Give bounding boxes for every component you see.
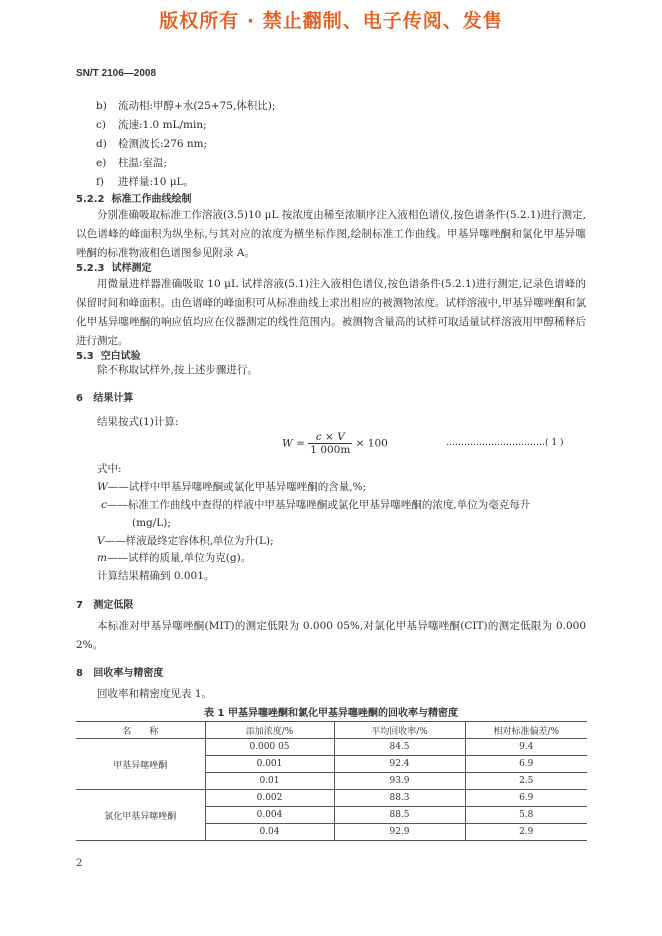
definition-item bbox=[97, 549, 251, 568]
formula-lhs: W bbox=[282, 437, 293, 450]
formula-equals: = bbox=[296, 437, 305, 450]
standard-number: SN/T 2106—2008 bbox=[76, 68, 157, 79]
definition-symbol: W bbox=[97, 481, 108, 493]
definition-symbol: V bbox=[97, 535, 105, 547]
section-number: 7 bbox=[76, 600, 83, 611]
watermark-banner: 版权所有 · 禁止翻制、电子传阅、发售 bbox=[159, 10, 503, 32]
section-title: 空白试验 bbox=[100, 351, 141, 362]
table-cell: 2.5 bbox=[465, 773, 587, 790]
paragraph-5-2-3: 用微量进样器准确吸取 10 μL 试样溶液(5.1)注入液相色谱仪,按色谱条件(5.2.1)进行测定,记录色谱峰的保留时间和峰面积。由色谱峰的峰面积可从标准曲线上求出相应的被测物浓度。试样溶液中,甲基异噻唑酮和氯化甲基异噻唑酮的响应值均应在仪器测定的线性范围内。被测物含量高的试样可取适量试样溶液用甲醇稀释后进行测定。 bbox=[76, 278, 586, 347]
definition-text: ——试样的质量,单位为克(g)。 bbox=[106, 552, 252, 564]
table-cell: 5.8 bbox=[465, 807, 587, 824]
header-rsd: 相对标准偏差/% bbox=[465, 722, 587, 739]
definition-text: ——标准工作曲线中查得的样液中甲基异噻唑酮或氯化甲基异噻唑酮的浓度,单位为毫克每升 bbox=[106, 499, 531, 511]
precision-note: 计算结果精确到 0.001。 bbox=[97, 570, 215, 582]
table-row bbox=[76, 739, 587, 756]
table-cell: 0.001 bbox=[205, 756, 334, 773]
condition-item bbox=[96, 154, 167, 173]
section-heading-7 bbox=[76, 596, 133, 611]
definition-text: ——样液最终定容体积,单位为升(L); bbox=[104, 535, 274, 547]
table-cell: 88.3 bbox=[334, 790, 465, 807]
formula-multiplier: × 100 bbox=[355, 437, 388, 450]
recovery-precision-table bbox=[76, 721, 587, 841]
section-heading-5-2-2 bbox=[76, 190, 191, 205]
condition-item bbox=[96, 116, 207, 135]
table-cell: 0.000 05 bbox=[205, 739, 334, 756]
table-cell: 92.9 bbox=[334, 824, 465, 841]
section-number: 5.2.2 bbox=[76, 194, 105, 205]
section-number: 5.2.3 bbox=[76, 263, 105, 274]
table-cell: 0.01 bbox=[205, 773, 334, 790]
section-title: 回收率与精密度 bbox=[93, 668, 164, 679]
compound-name-cell: 氯化甲基异噻唑酮 bbox=[76, 790, 205, 841]
table-cell: 0.04 bbox=[205, 824, 334, 841]
page-number: 2 bbox=[76, 858, 83, 869]
section-number: 5.3 bbox=[76, 351, 94, 362]
condition-label: f) bbox=[96, 176, 104, 188]
compound-name-cell: 甲基异噻唑酮 bbox=[76, 739, 205, 790]
table-cell: 6.9 bbox=[465, 790, 587, 807]
section-title: 结果计算 bbox=[93, 393, 134, 404]
table-cell: 2.9 bbox=[465, 824, 587, 841]
table-cell: 84.5 bbox=[334, 739, 465, 756]
where-label: 式中: bbox=[97, 463, 122, 475]
paragraph-7: 本标准对甲基异噻唑酮(MIT)的测定低限为 0.000 05%,对氯化甲基异噻唑酮(CIT)的测定低限为 0.000 2%。 bbox=[76, 620, 586, 651]
formula-eq-number: ( 1 ) bbox=[545, 438, 564, 448]
definition-symbol: c bbox=[101, 499, 107, 511]
header-added-concentration: 添加浓度/% bbox=[205, 722, 334, 739]
table-cell: 88.5 bbox=[334, 807, 465, 824]
condition-item bbox=[96, 97, 275, 116]
condition-label: c) bbox=[96, 119, 106, 131]
definition-symbol: m bbox=[97, 552, 107, 564]
table-cell: 9.4 bbox=[465, 739, 587, 756]
section-title: 试样测定 bbox=[111, 263, 152, 274]
section-heading-6 bbox=[76, 389, 133, 404]
condition-text: 流动相:甲醇+水(25+75,体积比); bbox=[118, 100, 276, 112]
table-row bbox=[76, 790, 587, 807]
table-caption: 表 1 甲基异噻唑酮和氯化甲基异噻唑酮的回收率与精密度 bbox=[204, 708, 458, 719]
condition-text: 进样量:10 μL。 bbox=[118, 176, 195, 188]
table-cell: 6.9 bbox=[465, 756, 587, 773]
condition-text: 柱温:室温; bbox=[118, 157, 168, 169]
section-number: 6 bbox=[76, 393, 83, 404]
formula-numerator: c × V bbox=[308, 431, 352, 444]
definition-item bbox=[97, 478, 366, 497]
definition-text: ——试样中甲基异噻唑酮或氯化甲基异噻唑酮的含量,%; bbox=[107, 481, 367, 493]
section-heading-5-2-3 bbox=[76, 259, 151, 274]
header-name: 名 称 bbox=[76, 722, 205, 739]
table-header-row bbox=[76, 722, 587, 739]
definition-continuation: (mg/L); bbox=[132, 517, 171, 529]
section-heading-8 bbox=[76, 664, 163, 679]
paragraph-5-2-2: 分别准确吸取标准工作溶液(3.5)10 μL 按浓度由稀至浓顺序注入液相色谱仪,按色谱条件(5.2.1)进行测定,以色谱峰的峰面积为纵坐标,与其对应的浓度为横坐标作图,绘制标准工作曲线。甲基异噻唑酮和氯化甲基异噻唑酮的标准物液相色谱图参见附录 A。 bbox=[76, 209, 586, 259]
table-cell: 0.002 bbox=[205, 790, 334, 807]
paragraph-5-3: 除不称取试样外,按上述步骤进行。 bbox=[97, 364, 258, 376]
formula-number bbox=[446, 438, 563, 448]
table-cell: 0.004 bbox=[205, 807, 334, 824]
condition-text: 检测波长:276 nm; bbox=[118, 138, 208, 150]
definition-item bbox=[101, 496, 530, 515]
section-title: 测定低限 bbox=[93, 600, 134, 611]
paragraph-8: 回收率和精密度见表 1。 bbox=[97, 688, 213, 700]
condition-label: b) bbox=[96, 100, 107, 112]
section-number: 8 bbox=[76, 668, 83, 679]
condition-item bbox=[96, 135, 207, 154]
formula-leader: …………………………… bbox=[446, 438, 545, 448]
section-heading-5-3 bbox=[76, 347, 141, 362]
condition-label: d) bbox=[96, 138, 107, 150]
formula-denominator: 1 000m bbox=[310, 444, 351, 456]
formula-intro: 结果按式(1)计算: bbox=[97, 416, 179, 428]
table-cell: 92.4 bbox=[334, 756, 465, 773]
formula-1 bbox=[282, 431, 388, 456]
condition-label: e) bbox=[96, 157, 107, 169]
table-cell: 93.9 bbox=[334, 773, 465, 790]
section-title: 标准工作曲线绘制 bbox=[111, 194, 192, 205]
condition-text: 流速:1.0 mL/min; bbox=[118, 119, 207, 131]
header-average-recovery: 平均回收率/% bbox=[334, 722, 465, 739]
formula-fraction bbox=[308, 431, 352, 456]
